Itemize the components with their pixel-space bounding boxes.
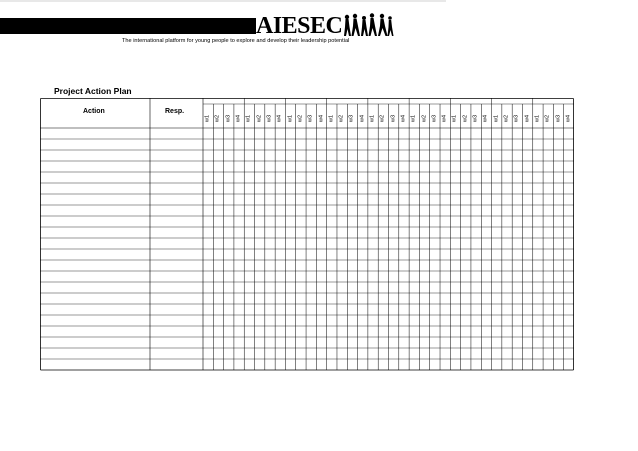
action-plan-table — [40, 98, 574, 376]
week-label: w3 — [555, 114, 562, 123]
week-label: w1 — [451, 114, 458, 123]
week-label: w2 — [214, 114, 221, 123]
week-label: w1 — [245, 114, 252, 123]
week-label: w3 — [390, 114, 397, 123]
week-label: w2 — [379, 114, 386, 123]
logo-text: AIESEC — [256, 13, 343, 39]
page-title: Project Action Plan — [54, 86, 132, 96]
week-label: w2 — [462, 114, 469, 123]
week-label: w2 — [297, 114, 304, 123]
week-label: w2 — [338, 114, 345, 123]
week-label: w3 — [348, 114, 355, 123]
week-label: w2 — [256, 114, 263, 123]
week-label: w1 — [369, 114, 376, 123]
week-label: w4 — [524, 114, 531, 123]
week-label: w4 — [565, 114, 572, 123]
week-label: w1 — [493, 114, 500, 123]
week-label: w3 — [513, 114, 520, 123]
top-rule — [0, 0, 446, 2]
week-label: w1 — [287, 114, 294, 123]
week-label: w1 — [410, 114, 417, 123]
week-label: w1 — [328, 114, 335, 123]
column-header-action: Action — [83, 108, 105, 115]
week-label: w1 — [534, 114, 541, 123]
week-label: w4 — [441, 114, 448, 123]
tagline: The international platform for young people to explore and develop their leadership potential — [122, 38, 350, 44]
week-label: w3 — [266, 114, 273, 123]
week-label: w4 — [235, 114, 242, 123]
week-label: w3 — [307, 114, 314, 123]
week-label: w2 — [544, 114, 551, 123]
week-label: w3 — [225, 114, 232, 123]
week-label: w4 — [359, 114, 366, 123]
week-label: w4 — [400, 114, 407, 123]
week-label: w3 — [431, 114, 438, 123]
week-label: w1 — [204, 114, 211, 123]
header-band — [0, 18, 256, 34]
week-label: w4 — [482, 114, 489, 123]
people-figures-icon — [343, 12, 395, 38]
week-label: w4 — [318, 114, 324, 123]
week-label: w4 — [276, 114, 283, 123]
column-header-resp: Resp. — [165, 108, 185, 115]
week-label: w2 — [421, 114, 428, 123]
week-label: w3 — [472, 114, 479, 123]
week-label: w2 — [503, 114, 510, 123]
aiesec-logo — [256, 12, 395, 38]
table-grid-lines — [40, 98, 574, 371]
